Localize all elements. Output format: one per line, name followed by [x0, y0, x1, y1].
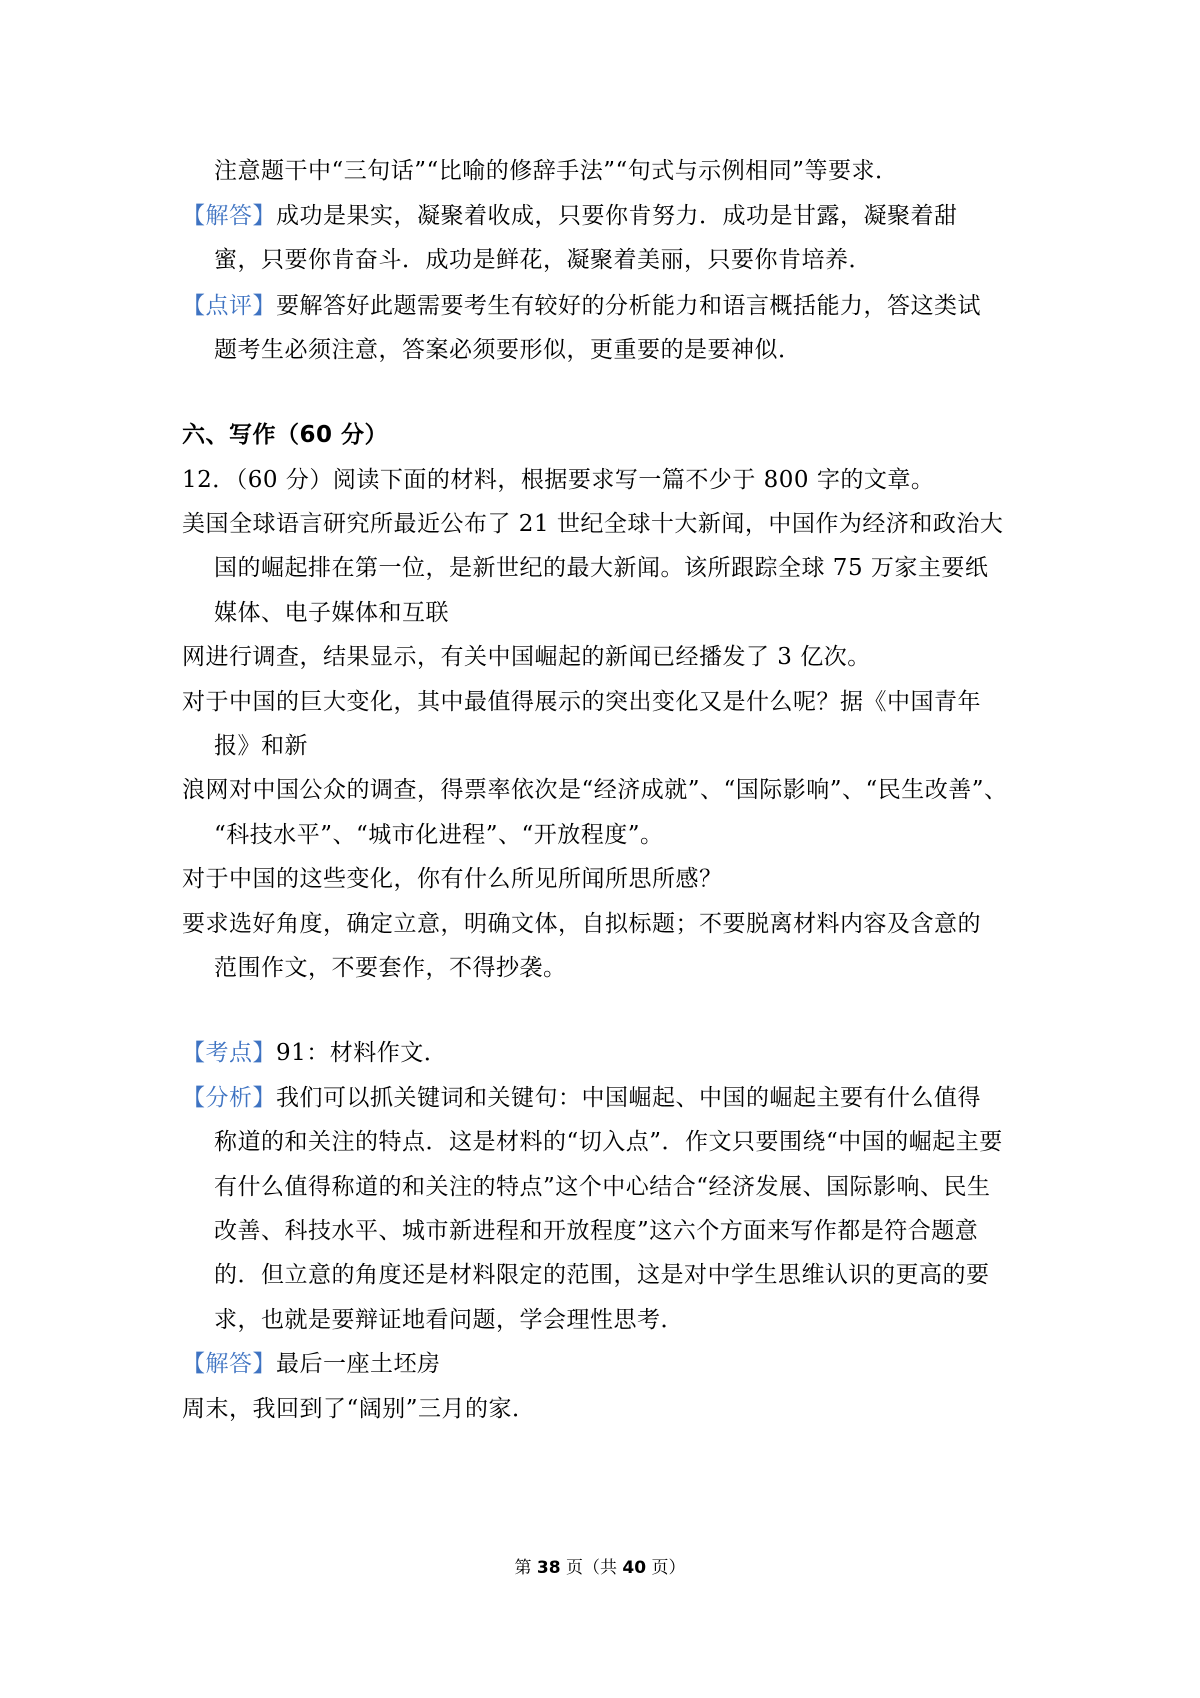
footer-page-number: 38	[536, 1558, 561, 1578]
fenxi-text: 我们可以抓关键词和关键句：中国崛起、中国的崛起主要有什么值得	[276, 1085, 981, 1111]
question-12: 12．（60 分）阅读下面的材料，根据要求写一篇不少于 800 字的文章。	[182, 467, 935, 493]
review-text: 要解答好此题需要考生有较好的分析能力和语言概括能力，答这类试	[276, 293, 981, 319]
footer-suffix: 页）	[646, 1558, 686, 1578]
material-line: 对于中国的这些变化，你有什么所见所闻所思所感？	[182, 866, 723, 892]
fenxi-continuation: 的．但立意的角度还是材料限定的范围，这是对中学生思维认识的更高的要	[214, 1262, 990, 1288]
review-tag: 【点评】	[182, 293, 276, 319]
review-paragraph	[182, 289, 981, 323]
material-line: “科技水平”、“城市化进程”、“开放程度”。	[214, 822, 664, 848]
answer2-paragraph	[182, 1347, 441, 1381]
material-line: 国的崛起排在第一位，是新世纪的最大新闻。该所跟踪全球 75 万家主要纸	[214, 555, 989, 581]
paragraph-line: 注意题干中“三句话”“比喻的修辞手法”“句式与示例相同”等要求．	[214, 158, 899, 184]
kaodian-paragraph	[182, 1036, 447, 1070]
footer-prefix: 第	[514, 1558, 537, 1578]
requirement-line: 范围作文，不要套作，不得抄袭。	[214, 955, 567, 981]
material-line: 报》和新	[214, 733, 308, 759]
material-line: 网进行调查，结果显示，有关中国崛起的新闻已经播发了 3 亿次。	[182, 644, 871, 670]
answer-text: 成功是果实，凝聚着收成，只要你肯努力．成功是甘露，凝聚着甜	[276, 203, 958, 229]
answer-paragraph	[182, 199, 958, 233]
fenxi-continuation: 求，也就是要辩证地看问题，学会理性思考．	[214, 1307, 684, 1333]
answer2-tag: 【解答】	[182, 1351, 276, 1377]
answer2-text: 最后一座土坯房	[276, 1351, 441, 1377]
fenxi-tag: 【分析】	[182, 1085, 276, 1111]
fenxi-continuation: 有什么值得称道的和关注的特点”这个中心结合“经济发展、国际影响、民生	[214, 1174, 991, 1200]
page-footer	[0, 1556, 1200, 1580]
fenxi-paragraph	[182, 1081, 981, 1115]
essay-line: 周末，我回到了“阔别”三月的家．	[182, 1396, 536, 1422]
kaodian-text: 91：材料作文．	[276, 1040, 448, 1066]
kaodian-tag: 【考点】	[182, 1040, 276, 1066]
fenxi-continuation: 称道的和关注的特点．这是材料的“切入点”．作文只要围绕“中国的崛起主要	[214, 1129, 1003, 1155]
footer-total-pages: 40	[622, 1558, 647, 1578]
material-line: 对于中国的巨大变化，其中最值得展示的突出变化又是什么呢？据《中国青年	[182, 689, 981, 715]
material-line: 浪网对中国公众的调查，得票率依次是“经济成就”、“国际影响”、“民生改善”、	[182, 777, 1008, 803]
fenxi-continuation: 改善、科技水平、城市新进程和开放程度”这六个方面来写作都是符合题意	[214, 1218, 979, 1244]
review-continuation: 题考生必须注意，答案必须要形似，更重要的是要神似．	[214, 337, 802, 363]
section-heading: 六、写作（60 分）	[182, 422, 389, 448]
material-line: 美国全球语言研究所最近公布了 21 世纪全球十大新闻，中国作为经济和政治大	[182, 511, 1004, 537]
requirement-line: 要求选好角度，确定立意，明确文体，自拟标题；不要脱离材料内容及含意的	[182, 911, 981, 937]
answer-continuation: 蜜，只要你肯奋斗．成功是鲜花，凝聚着美丽，只要你肯培养．	[214, 247, 872, 273]
footer-mid: 页（共	[560, 1558, 623, 1578]
answer-tag: 【解答】	[182, 203, 276, 229]
material-line: 媒体、电子媒体和互联	[214, 600, 449, 626]
